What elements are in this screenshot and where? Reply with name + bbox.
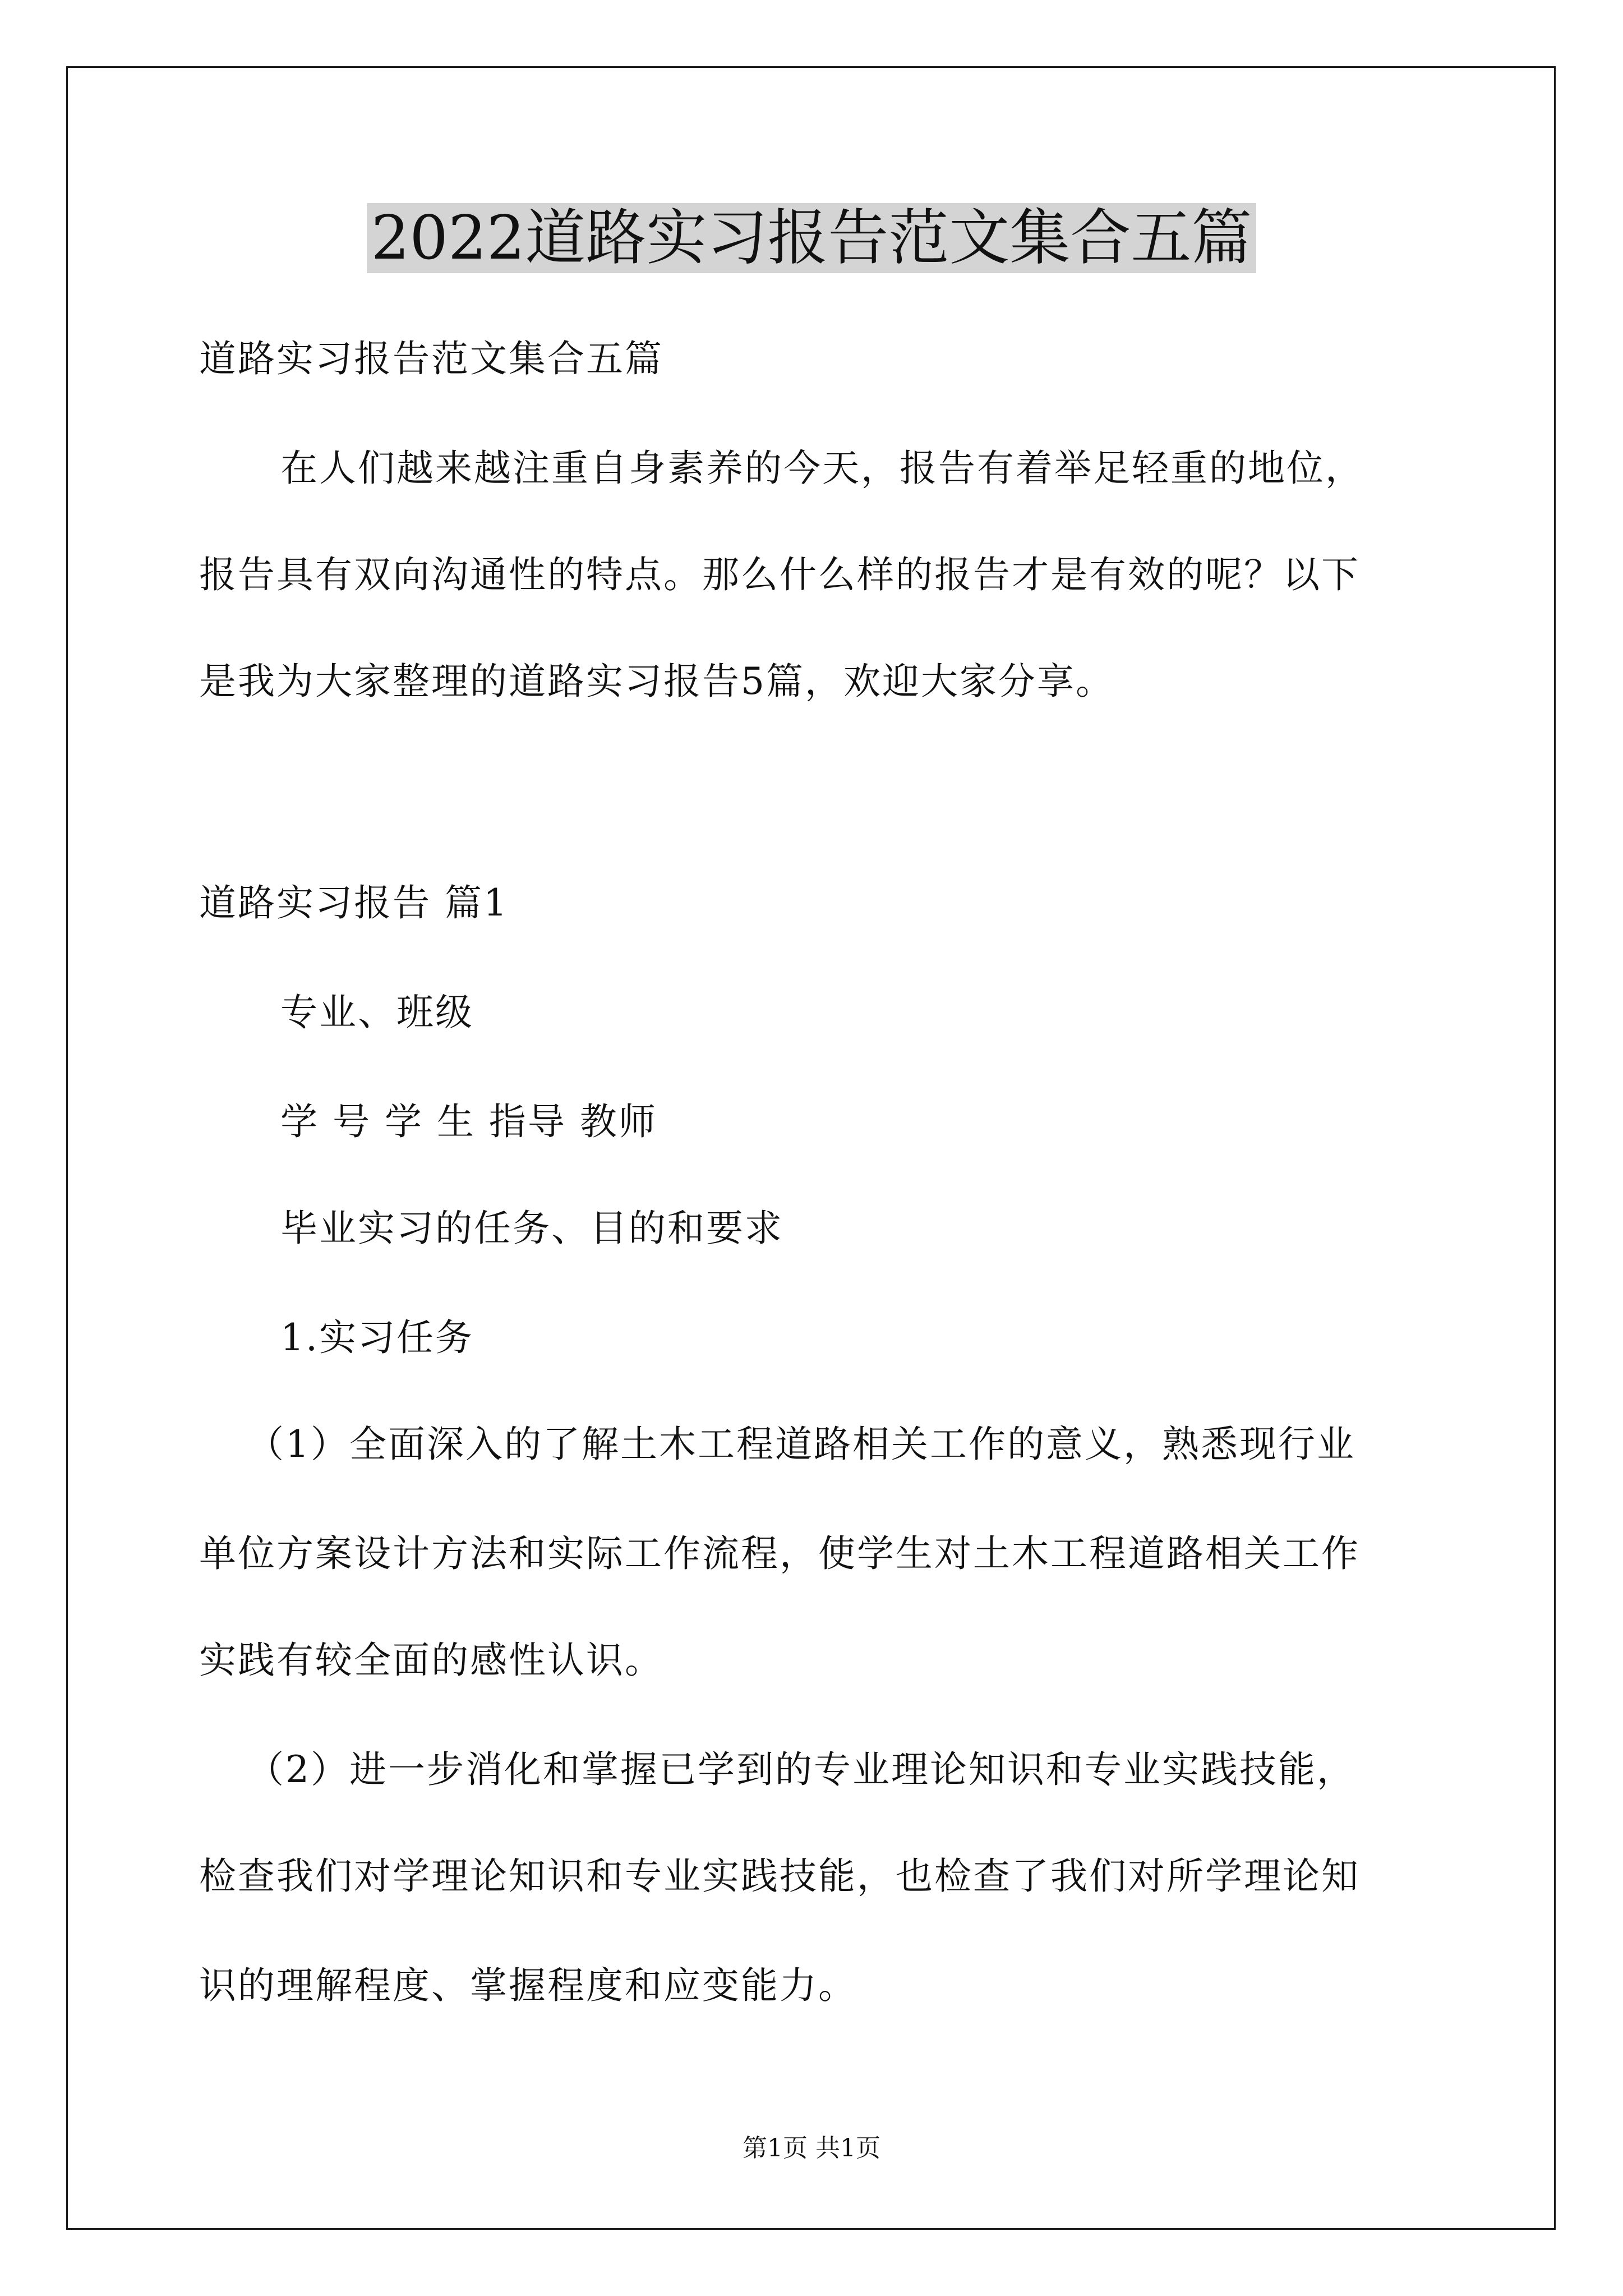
- document-title: [0, 196, 1623, 280]
- paragraph-line: 是我为大家整理的道路实习报告5篇，欢迎大家分享。: [199, 660, 1114, 703]
- paragraph-line: 1.实习任务: [280, 1316, 474, 1359]
- document-title-text: 2022道路实习报告范文集合五篇: [367, 203, 1257, 273]
- paragraph-line: （1）全面深入的了解土木工程道路相关工作的意义，熟悉现行业: [247, 1423, 1355, 1466]
- paragraph-line: （2）进一步消化和掌握已学到的专业理论知识和专业实践技能，: [247, 1748, 1355, 1791]
- paragraph-line: 实践有较全面的感性认识。: [199, 1639, 663, 1682]
- page-border: [66, 66, 1556, 2230]
- subtitle-line: 道路实习报告范文集合五篇: [199, 337, 663, 380]
- paragraph-line: 毕业实习的任务、目的和要求: [280, 1207, 783, 1250]
- paragraph-line: 报告具有双向沟通性的特点。那么什么样的报告才是有效的呢？以下: [199, 553, 1360, 596]
- paragraph-line: 检查我们对学理论知识和专业实践技能，也检查了我们对所学理论知: [199, 1855, 1360, 1898]
- paragraph-line: 在人们越来越注重自身素养的今天，报告有着举足轻重的地位，: [280, 447, 1364, 490]
- page-footer: 第1页 共1页: [743, 2134, 880, 2162]
- section-heading: 道路实习报告 篇1: [199, 881, 509, 924]
- paragraph-line: 单位方案设计方法和实际工作流程，使学生对土木工程道路相关工作: [199, 1532, 1360, 1575]
- paragraph-line: 专业、班级: [280, 991, 474, 1034]
- paragraph-line: 识的理解程度、掌握程度和应变能力。: [199, 1964, 857, 2007]
- paragraph-line: 学 号 学 生 指导 教师: [280, 1100, 657, 1143]
